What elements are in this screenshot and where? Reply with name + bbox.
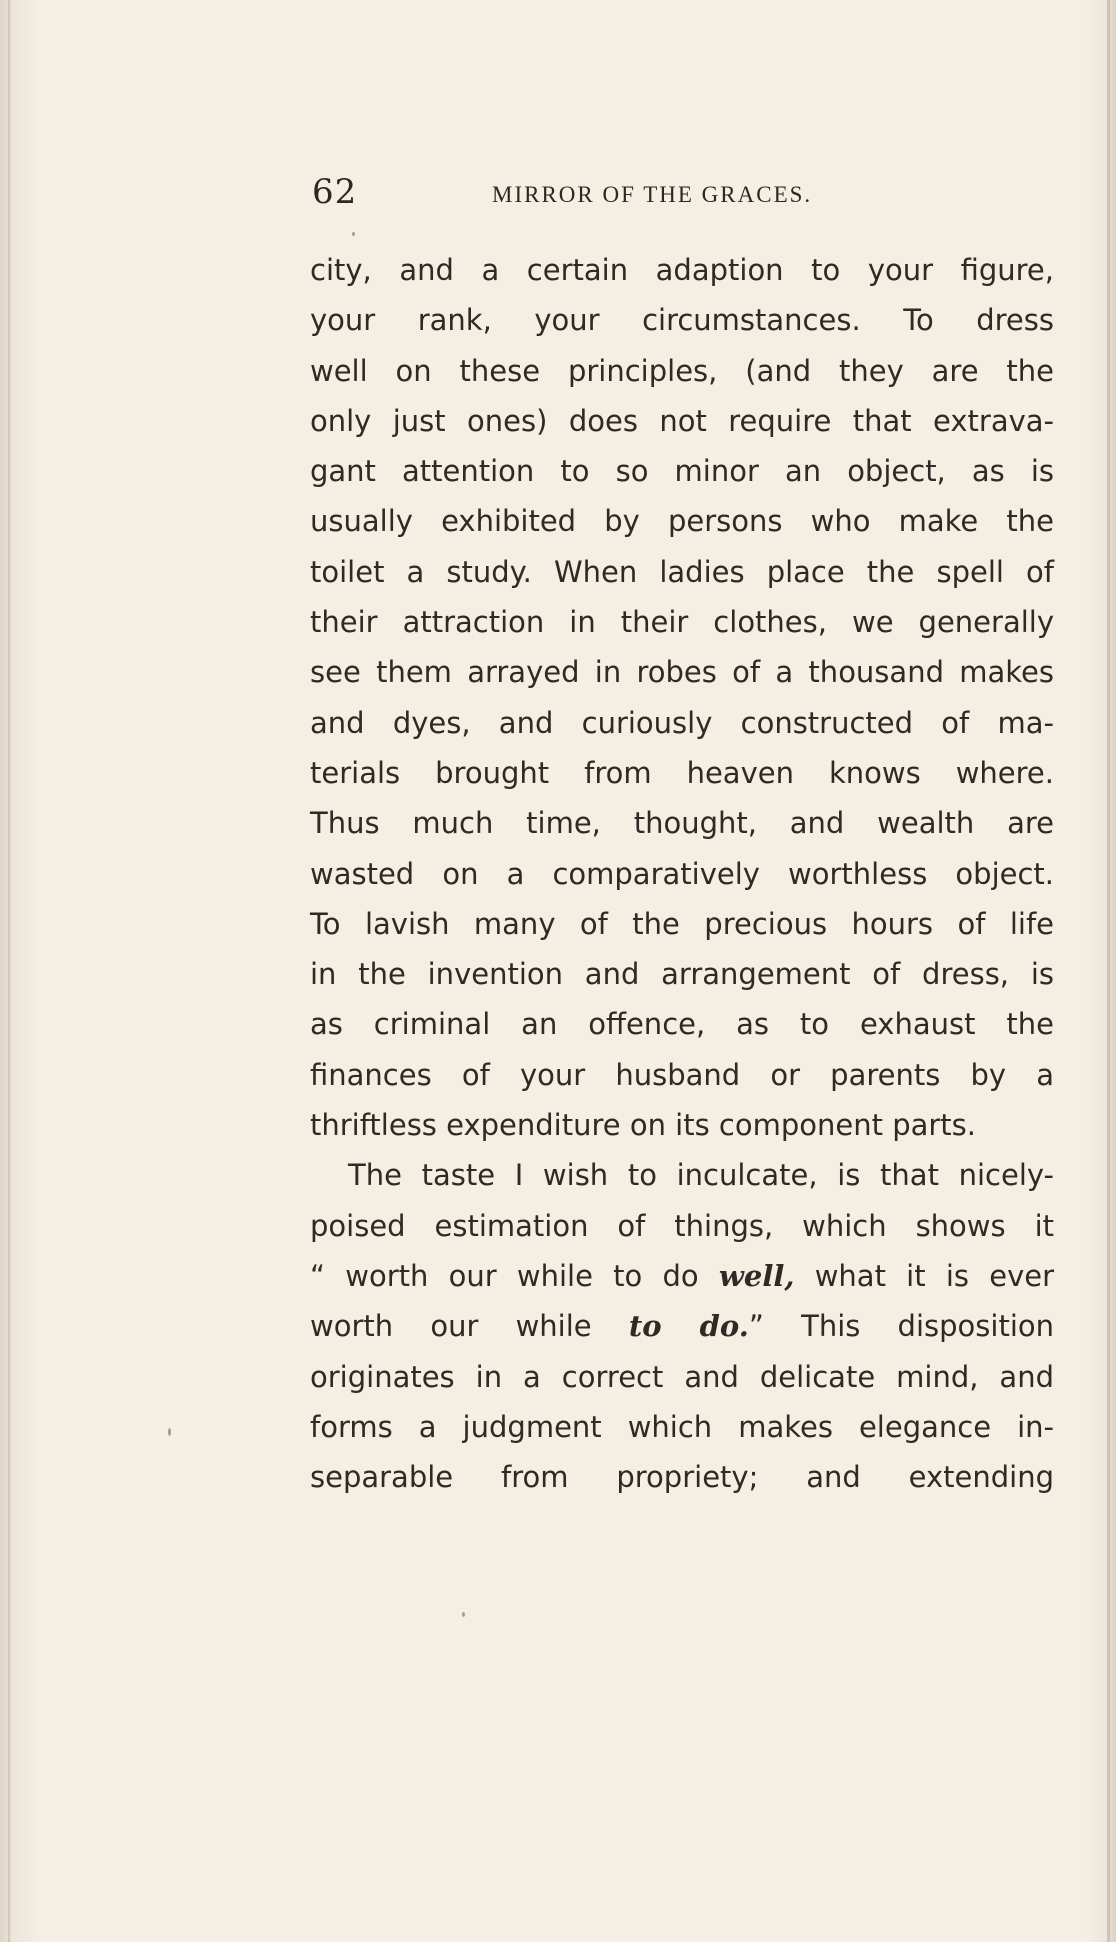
text-line: separable from propriety; and extending (310, 1460, 1054, 1495)
text-line: toilet a study. When ladies place the spell of (310, 554, 1054, 589)
text-line: city, and a certain adaption to your figure, (310, 253, 1054, 287)
text-line: as criminal an offence, as to exhaust the (310, 1007, 1054, 1042)
text-line: your rank, your circumstances. To dress (310, 303, 1054, 338)
gutter-shadow (8, 0, 10, 1942)
emphasis-text: to do. (628, 1309, 749, 1344)
text-line: usually exhibited by persons who make the (310, 504, 1054, 539)
paragraph-start-line: The taste I wish to inculcate, is that nicely- (348, 1158, 1054, 1193)
emphasis-text: well, (718, 1258, 795, 1293)
text-segment: what it is ever (794, 1258, 1054, 1293)
text-line-with-emphasis (310, 1301, 1054, 1351)
running-head: MIRROR OF THE GRACES. (492, 182, 813, 207)
page-number: 62 (312, 172, 358, 212)
paper-speck (462, 1612, 465, 1617)
paper-speck (352, 232, 355, 236)
text-line: gant attention to so minor an object, as is (310, 454, 1054, 489)
text-segment: ” This disposition (748, 1309, 1055, 1344)
text-line: their attraction in their clothes, we generally (310, 605, 1054, 640)
text-line: well on these principles, (and they are the (310, 353, 1054, 388)
text-line: To lavish many of the precious hours of life (310, 906, 1054, 941)
text-line: in the invention and arrangement of dress, is (310, 957, 1054, 992)
paper-speck (168, 1428, 171, 1436)
text-line: and dyes, and curiously constructed of ma- (310, 705, 1054, 740)
text-line: wasted on a comparatively worthless object. (310, 856, 1054, 891)
page-edge (1107, 0, 1110, 1942)
text-segment: “ worth our while to do (310, 1258, 719, 1293)
body-text (310, 245, 1054, 1502)
text-line: only just ones) does not require that extrava- (310, 403, 1054, 438)
text-line: finances of your husband or parents by a (310, 1057, 1054, 1092)
text-line: Thus much time, thought, and wealth are (310, 806, 1054, 841)
text-line: forms a judgment which makes elegance in- (310, 1409, 1054, 1444)
text-line-with-emphasis (310, 1251, 1054, 1301)
page-header (312, 172, 1052, 222)
text-line: thriftless expenditure on its component parts. (310, 1108, 976, 1143)
text-segment: worth our while (310, 1309, 629, 1344)
text-line: originates in a correct and delicate mind, and (310, 1359, 1054, 1394)
text-line: see them arrayed in robes of a thousand makes (310, 655, 1054, 690)
text-line: poised estimation of things, which shows it (310, 1208, 1054, 1243)
text-line: terials brought from heaven knows where. (310, 755, 1054, 790)
